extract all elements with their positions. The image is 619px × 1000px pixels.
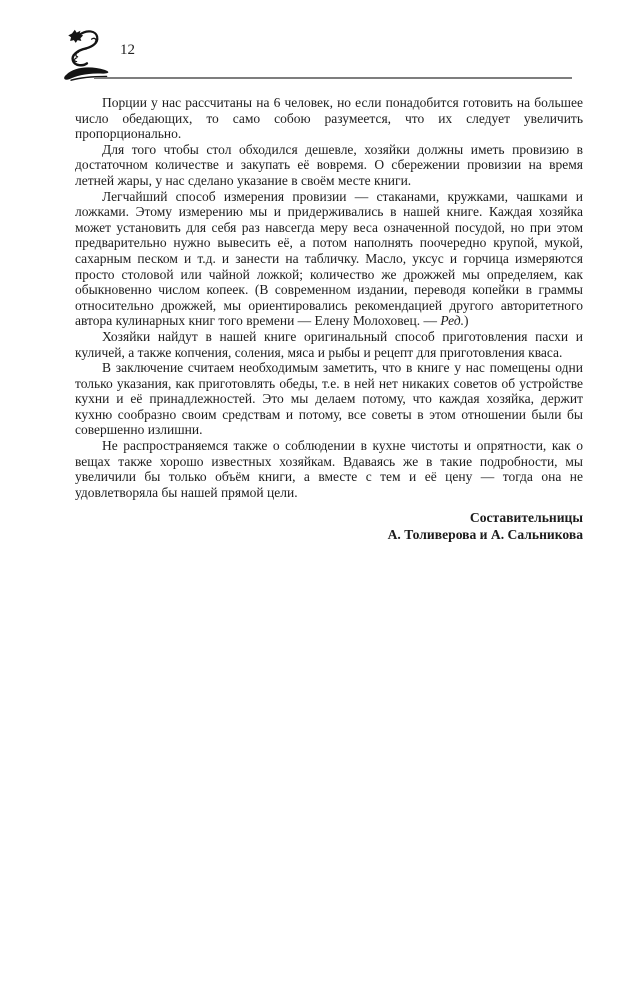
editorial-note: Ред. — [440, 313, 465, 329]
signature-block — [75, 509, 583, 543]
paragraph-text: ) — [464, 313, 469, 329]
signature-names: А. Толиверова и А. Сальникова — [387, 527, 583, 543]
paragraph: В заключение считаем необходимым заметить, что в книге у нас помещены одни только указания, как приготовлять обеды, т.е. в ней нет никаких советов об устройстве кухни и её принадлежностей. Это мы делаем потому, что каждая хозяйка, держит кухню сообразно своим средствам и потому, все советы в этом отношении были бы совершенно излишни. — [75, 360, 583, 438]
paragraph: Для того чтобы стол обходился дешевле, хозяйки должны иметь провизию в достаточном количестве и закупать её вовремя. О сбережении провизии на время летней жары, у нас сделано указание в своём месте книги. — [75, 141, 583, 188]
paragraph: Хозяйки найдут в нашей книге оригинальный способ приготовления пасхи и куличей, а также копчения, соления, мяса и рыбы и рецепт для приготовления кваса. — [75, 328, 583, 360]
paragraph: Не распространяемся также о соблюдении в кухне чистоты и опрятности, как о вещах также хорошо известных хозяйкам. Вдаваясь же в такие подробности, мы увеличили бы только объём книги, а вместе с тем и её цену — тогда она не удовлетворяла бы нашей прямой цели. — [75, 438, 583, 500]
paragraph-text: Легчайший способ измерения провизии — стаканами, кружками, чашками и ложками. Этому измерению мы и придерживались в нашей книге. Каждая хозяйка может установить для себя раз навсегда меру веса означенной посудой, но при этом предварительно нужно вывесить её, а потом наполнять поочередно крупой, мукой, сахарным песком и т.д. и занести на табличку. Масло, уксус и горчица измеряются просто столовой или чайной ложкой; количество же дрожжей мы определяем, как обыкновенно числом копеек. (В современном издании, переводя копейки в граммы относительно дрожжей, мы ориентировались рекомендацией другого авторитетного автора кулинарных книг того времени — Елену Молоховец. — — [75, 188, 583, 329]
paragraph — [75, 189, 583, 329]
signature-role: Составительницы — [469, 510, 583, 526]
snake-flourish-icon — [58, 26, 114, 84]
body-text — [75, 95, 583, 543]
paragraph: Порции у нас рассчитаны на 6 человек, но если понадобится готовить на большее число обедающих, то само собою разумеется, что их следует увеличить пропорционально. — [75, 95, 583, 142]
page-number: 12 — [120, 42, 135, 58]
header-rule — [94, 77, 572, 79]
